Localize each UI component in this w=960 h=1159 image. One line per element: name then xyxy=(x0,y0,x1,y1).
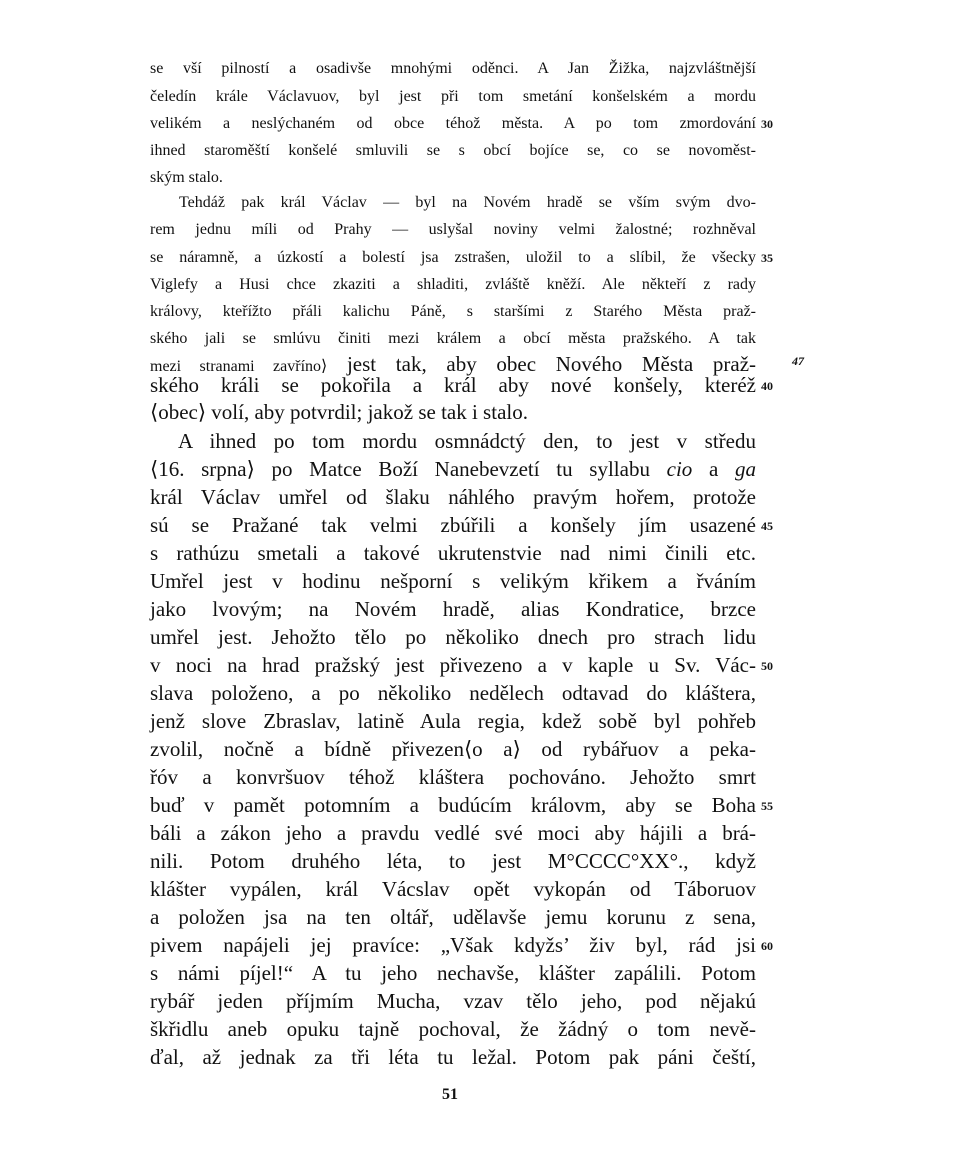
line-number: 30 xyxy=(761,117,773,131)
italic-syllable: ga xyxy=(734,457,756,481)
text-line: s rathúzu smetali a takové ukrutenstvie nad nimi činili etc. xyxy=(150,541,756,565)
line-number: 45 xyxy=(761,519,773,533)
text-line: se vší pilností a osadivše mnohými oděnci. A Jan Žižka, najzvláštnější xyxy=(150,60,756,77)
text-line: řóv a konvršuov téhož kláštera pochováno. Jehožto smrt xyxy=(150,765,756,789)
text-line: ⟨obec⟩ volí, aby potvrdil; jakož se tak i stalo. xyxy=(150,400,528,424)
line-number: 40 xyxy=(761,379,773,393)
text-line: ského králi se pokořila a král aby nové konšely, kteréž xyxy=(150,373,756,397)
text-line: v noci na hrad pražský jest přivezeno a v kaple u Sv. Vác- xyxy=(150,653,756,677)
line-number: 50 xyxy=(761,659,773,673)
text-line: sú se Pražané tak velmi zbúřili a konšely jím usazené xyxy=(150,513,756,537)
text-line: nili. Potom druhého léta, to jest M°CCCC°XX°., když xyxy=(150,849,756,873)
text-line: velikém a neslýchaném od obce téhož města. A po tom zmordování xyxy=(150,115,756,132)
line-number: 55 xyxy=(761,799,773,813)
text-line: Viglefy a Husi chce zkaziti a shladiti, zvláště kněží. Ale někteří z rady xyxy=(150,276,756,293)
text-line: pivem napájeli jej pravíce: „Však kdyžs’ živ byl, rád jsi xyxy=(150,933,756,957)
text-span: jest tak, aby obec Nového Města praž- xyxy=(327,352,757,376)
text-line: královy, kteřížto přáli kalichu Páně, s staršími z Starého Města praž- xyxy=(150,303,756,320)
text-line: umřel jest. Jehožto tělo po několiko dnech pro strach lidu xyxy=(150,625,756,649)
text-line: se náramně, a úzkostí a bolestí jsa zstrašen, uložil to a slíbil, že všecky xyxy=(150,249,756,266)
text-line: král Václav umřel od šlaku náhlého pravým hořem, protože xyxy=(150,485,756,509)
text-line: ďal, až jednak za tři léta tu ležal. Potom pak páni čeští, xyxy=(150,1045,756,1069)
text-line: jako lvovým; na Novém hradě, alias Kondratice, brzce xyxy=(150,597,756,621)
text-line: klášter vypálen, král Vácslav opět vykopán od Táboruov xyxy=(150,877,756,901)
text-line: škřidlu aneb opuku tajně pochoval, že žádný o tom nevě- xyxy=(150,1017,756,1041)
text-line: A ihned po tom mordu osmnádctý den, to jest v středu xyxy=(178,429,756,453)
text-line: čeledín krále Václavuov, byl jest při tom smetání konšelském a mordu xyxy=(150,88,756,105)
text-line: rybář jeden příjmím Mucha, vzav tělo jeho, pod nějakú xyxy=(150,989,756,1013)
text-line: rem jednu míli od Prahy — uslyšal noviny velmi žalostné; rozhněval xyxy=(150,221,756,238)
text-line: ským stalo. xyxy=(150,169,223,186)
text-line: Umřel jest v hodinu nešporní s velikým křikem a řváním xyxy=(150,569,756,593)
line-number: 60 xyxy=(761,939,773,953)
text-line: ského jali se smlúvu činiti mezi králem a obcí města pražského. A tak xyxy=(150,330,756,347)
page-number: 51 xyxy=(442,1086,458,1103)
text-line: Tehdáž pak král Václav — byl na Novém hradě se vším svým dvo- xyxy=(179,194,756,211)
text-span: a xyxy=(692,457,735,481)
italic-syllable: cio xyxy=(666,457,693,481)
text-line: s námi píjel!“ A tu jeho nechavše, klášter zapálili. Potom xyxy=(150,961,756,985)
text-line: slava položeno, a po několiko nedělech odtavad do kláštera, xyxy=(150,681,756,705)
margin-reference: 47 xyxy=(792,354,804,368)
text-span: ⟨16. srpna⟩ po Matce Boží Nanebevzetí tu syllabu xyxy=(150,457,667,481)
text-line: zvolil, nočně a bídně přivezen⟨o a⟩ od rybářuov a peka- xyxy=(150,737,756,761)
line-number: 35 xyxy=(761,251,773,265)
text-line-mixed xyxy=(150,454,756,484)
text-line: ihned staroměští konšelé smluvili se s obcí bojíce se, co se novoměst- xyxy=(150,142,756,159)
text-line: báli a zákon jeho a pravdu vedlé své moci aby hájili a brá- xyxy=(150,821,756,845)
text-span: mezi stranami zavříno⟩ xyxy=(150,358,328,375)
text-line: a položen jsa na ten oltář, udělavše jemu korunu z sena, xyxy=(150,905,756,929)
text-line: buď v pamět potomním a budúcím královm, aby se Boha xyxy=(150,793,756,817)
text-line: jenž slove Zbraslav, latině Aula regia, kdež sobě byl pohřeb xyxy=(150,709,756,733)
